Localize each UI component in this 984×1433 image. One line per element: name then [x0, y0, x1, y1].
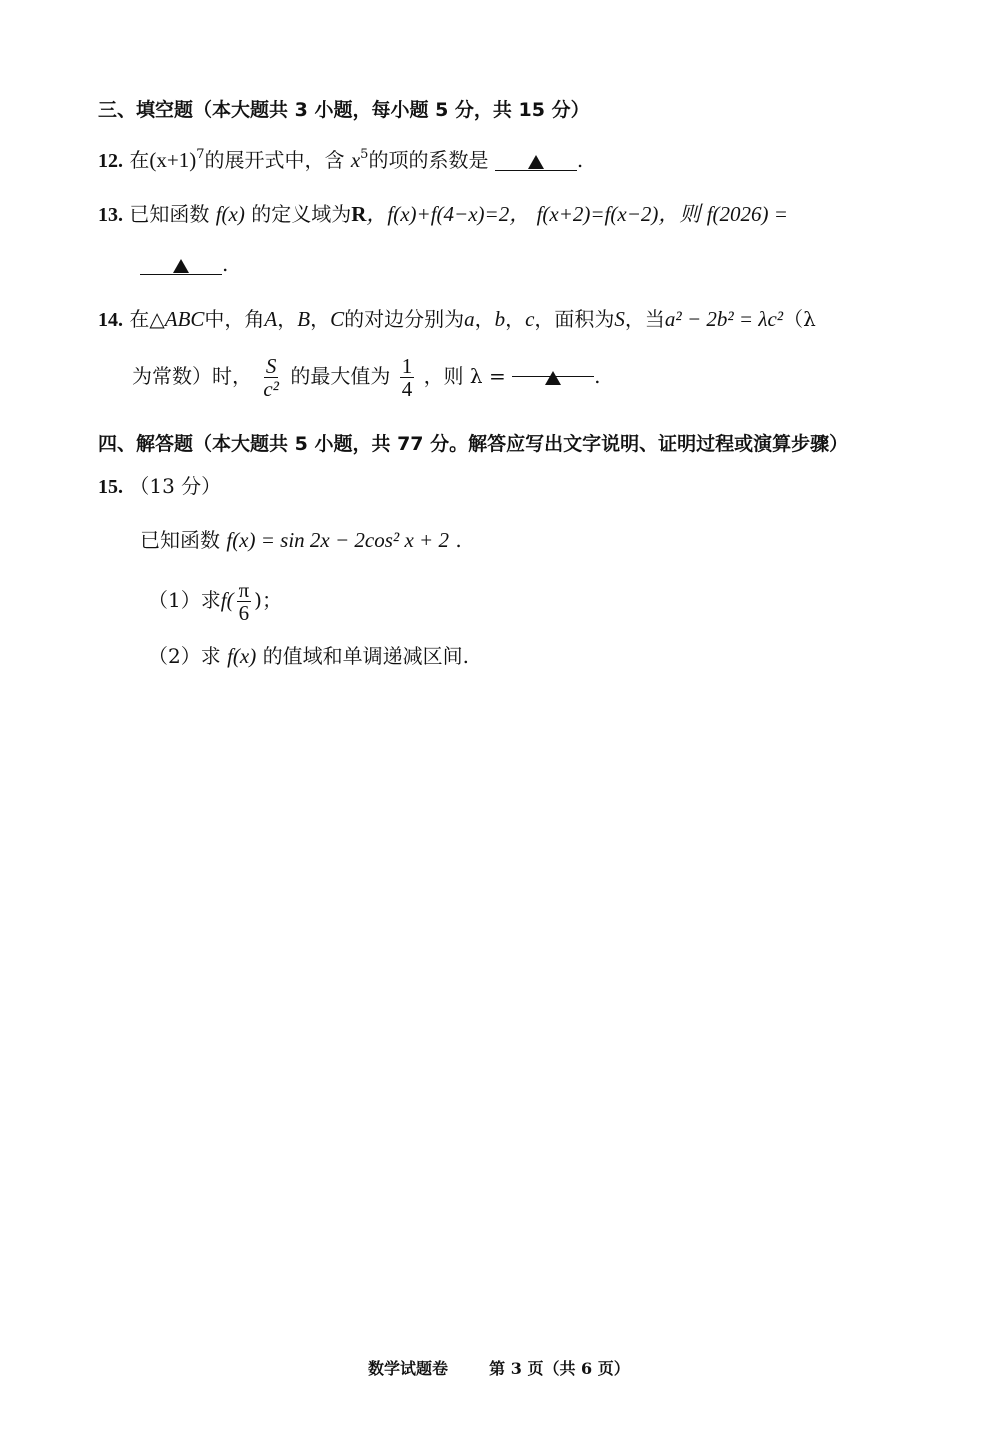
question-number: 13. [98, 204, 123, 226]
math-expression: f(x) [227, 644, 257, 668]
math-variable: a [464, 307, 475, 331]
footer-subject: 数学试题卷 [368, 1359, 449, 1378]
question-number: 15. [98, 476, 123, 498]
exponent: 7 [196, 147, 205, 162]
math-expression: f(2026) = [706, 202, 788, 226]
period: . [594, 364, 601, 388]
question-text: 的定义域为 [251, 202, 352, 226]
section-heading-fill-in: 三、填空题（本大题共 3 小题，每小题 5 分，共 15 分） [98, 99, 590, 121]
question-text: 已知函数 [140, 528, 220, 552]
fraction-one-quarter: $\frac{1}{4}$ [401, 354, 413, 401]
math-equation: a² − 2b² = λc² [664, 307, 784, 331]
answer-blank[interactable] [495, 148, 577, 171]
question-text: 中，角 [204, 307, 265, 331]
question-text: （λ [783, 307, 816, 331]
question-text: ，则 λ = [423, 364, 506, 388]
question-points: （13 分） [129, 474, 222, 498]
question-text: 已知函数 [129, 202, 210, 226]
page-footer [368, 1356, 630, 1379]
part-label: （1）求 [148, 588, 221, 612]
math-expression: f( [220, 588, 234, 612]
triangle-icon [173, 259, 189, 273]
period: . [576, 148, 584, 172]
math-variable: A [264, 307, 278, 331]
fraction-pi-over-6: $\frac{\pi}{6}$ [238, 578, 250, 625]
math-variable: ABC [164, 307, 205, 331]
math-expression: (x+1) [149, 148, 197, 172]
question-14: 14. 在△ABC中，角A，B，C的对边分别为a，b，c，面积为S，当a² − 2b² = λc²（λ [98, 307, 816, 331]
question-text: 在 [129, 148, 150, 172]
question-text: 为常数）时， [132, 364, 252, 388]
question-text: 在△ [129, 307, 165, 331]
question-text: ，当 [624, 307, 665, 331]
math-symbol-real: R [351, 202, 367, 226]
math-expression: )； [254, 588, 282, 612]
math-variable: C [330, 307, 345, 331]
math-variable: S [614, 307, 625, 331]
question-text: 的最大值为 [290, 364, 391, 388]
question-number: 12. [98, 150, 123, 172]
question-text: 的项的系数是 [368, 148, 489, 172]
answer-blank[interactable] [512, 354, 594, 377]
math-variable: x [350, 148, 361, 172]
question-13-answer [140, 250, 228, 278]
question-number: 14. [98, 309, 123, 331]
triangle-icon [545, 371, 561, 385]
question-text: 的对边分别为 [344, 307, 465, 331]
question-12 [98, 146, 583, 175]
fraction-s-over-c2: $\frac{S}{\text{c²}}$ [263, 354, 279, 401]
footer-page-number: 第 3 页（共 6 页） [489, 1359, 630, 1378]
question-15-intro [140, 526, 462, 554]
math-function: f(x) = sin 2x − 2cos² x + 2 [226, 528, 449, 552]
question-15-part-2 [148, 642, 469, 670]
question-13 [98, 200, 788, 229]
question-15-header [98, 472, 221, 501]
math-variable: B [297, 307, 311, 331]
math-variable: b [494, 307, 506, 331]
part-label: （2）求 [148, 644, 221, 668]
math-condition: f(x+2)=f(x−2)，则 [536, 202, 701, 226]
exponent: 5 [360, 147, 369, 162]
math-expression: f(x) [215, 202, 245, 226]
section-heading-solutions: 四、解答题（本大题共 5 小题，共 77 分。解答应写出文字说明、证明过程或演算步骤） [98, 433, 849, 455]
answer-blank[interactable] [140, 252, 222, 275]
question-14-line2 [132, 352, 600, 400]
question-text: 的值域和单调递减区间. [262, 644, 469, 668]
triangle-icon [528, 155, 544, 169]
question-text: 的展开式中，含 [204, 148, 345, 172]
math-condition: ，f(x)+f(4−x)=2， [366, 202, 531, 226]
question-text: ，面积为 [534, 307, 615, 331]
period: . [455, 528, 462, 552]
math-variable: c [525, 307, 535, 331]
question-15-part-1 [148, 576, 282, 624]
period: . [222, 252, 229, 276]
